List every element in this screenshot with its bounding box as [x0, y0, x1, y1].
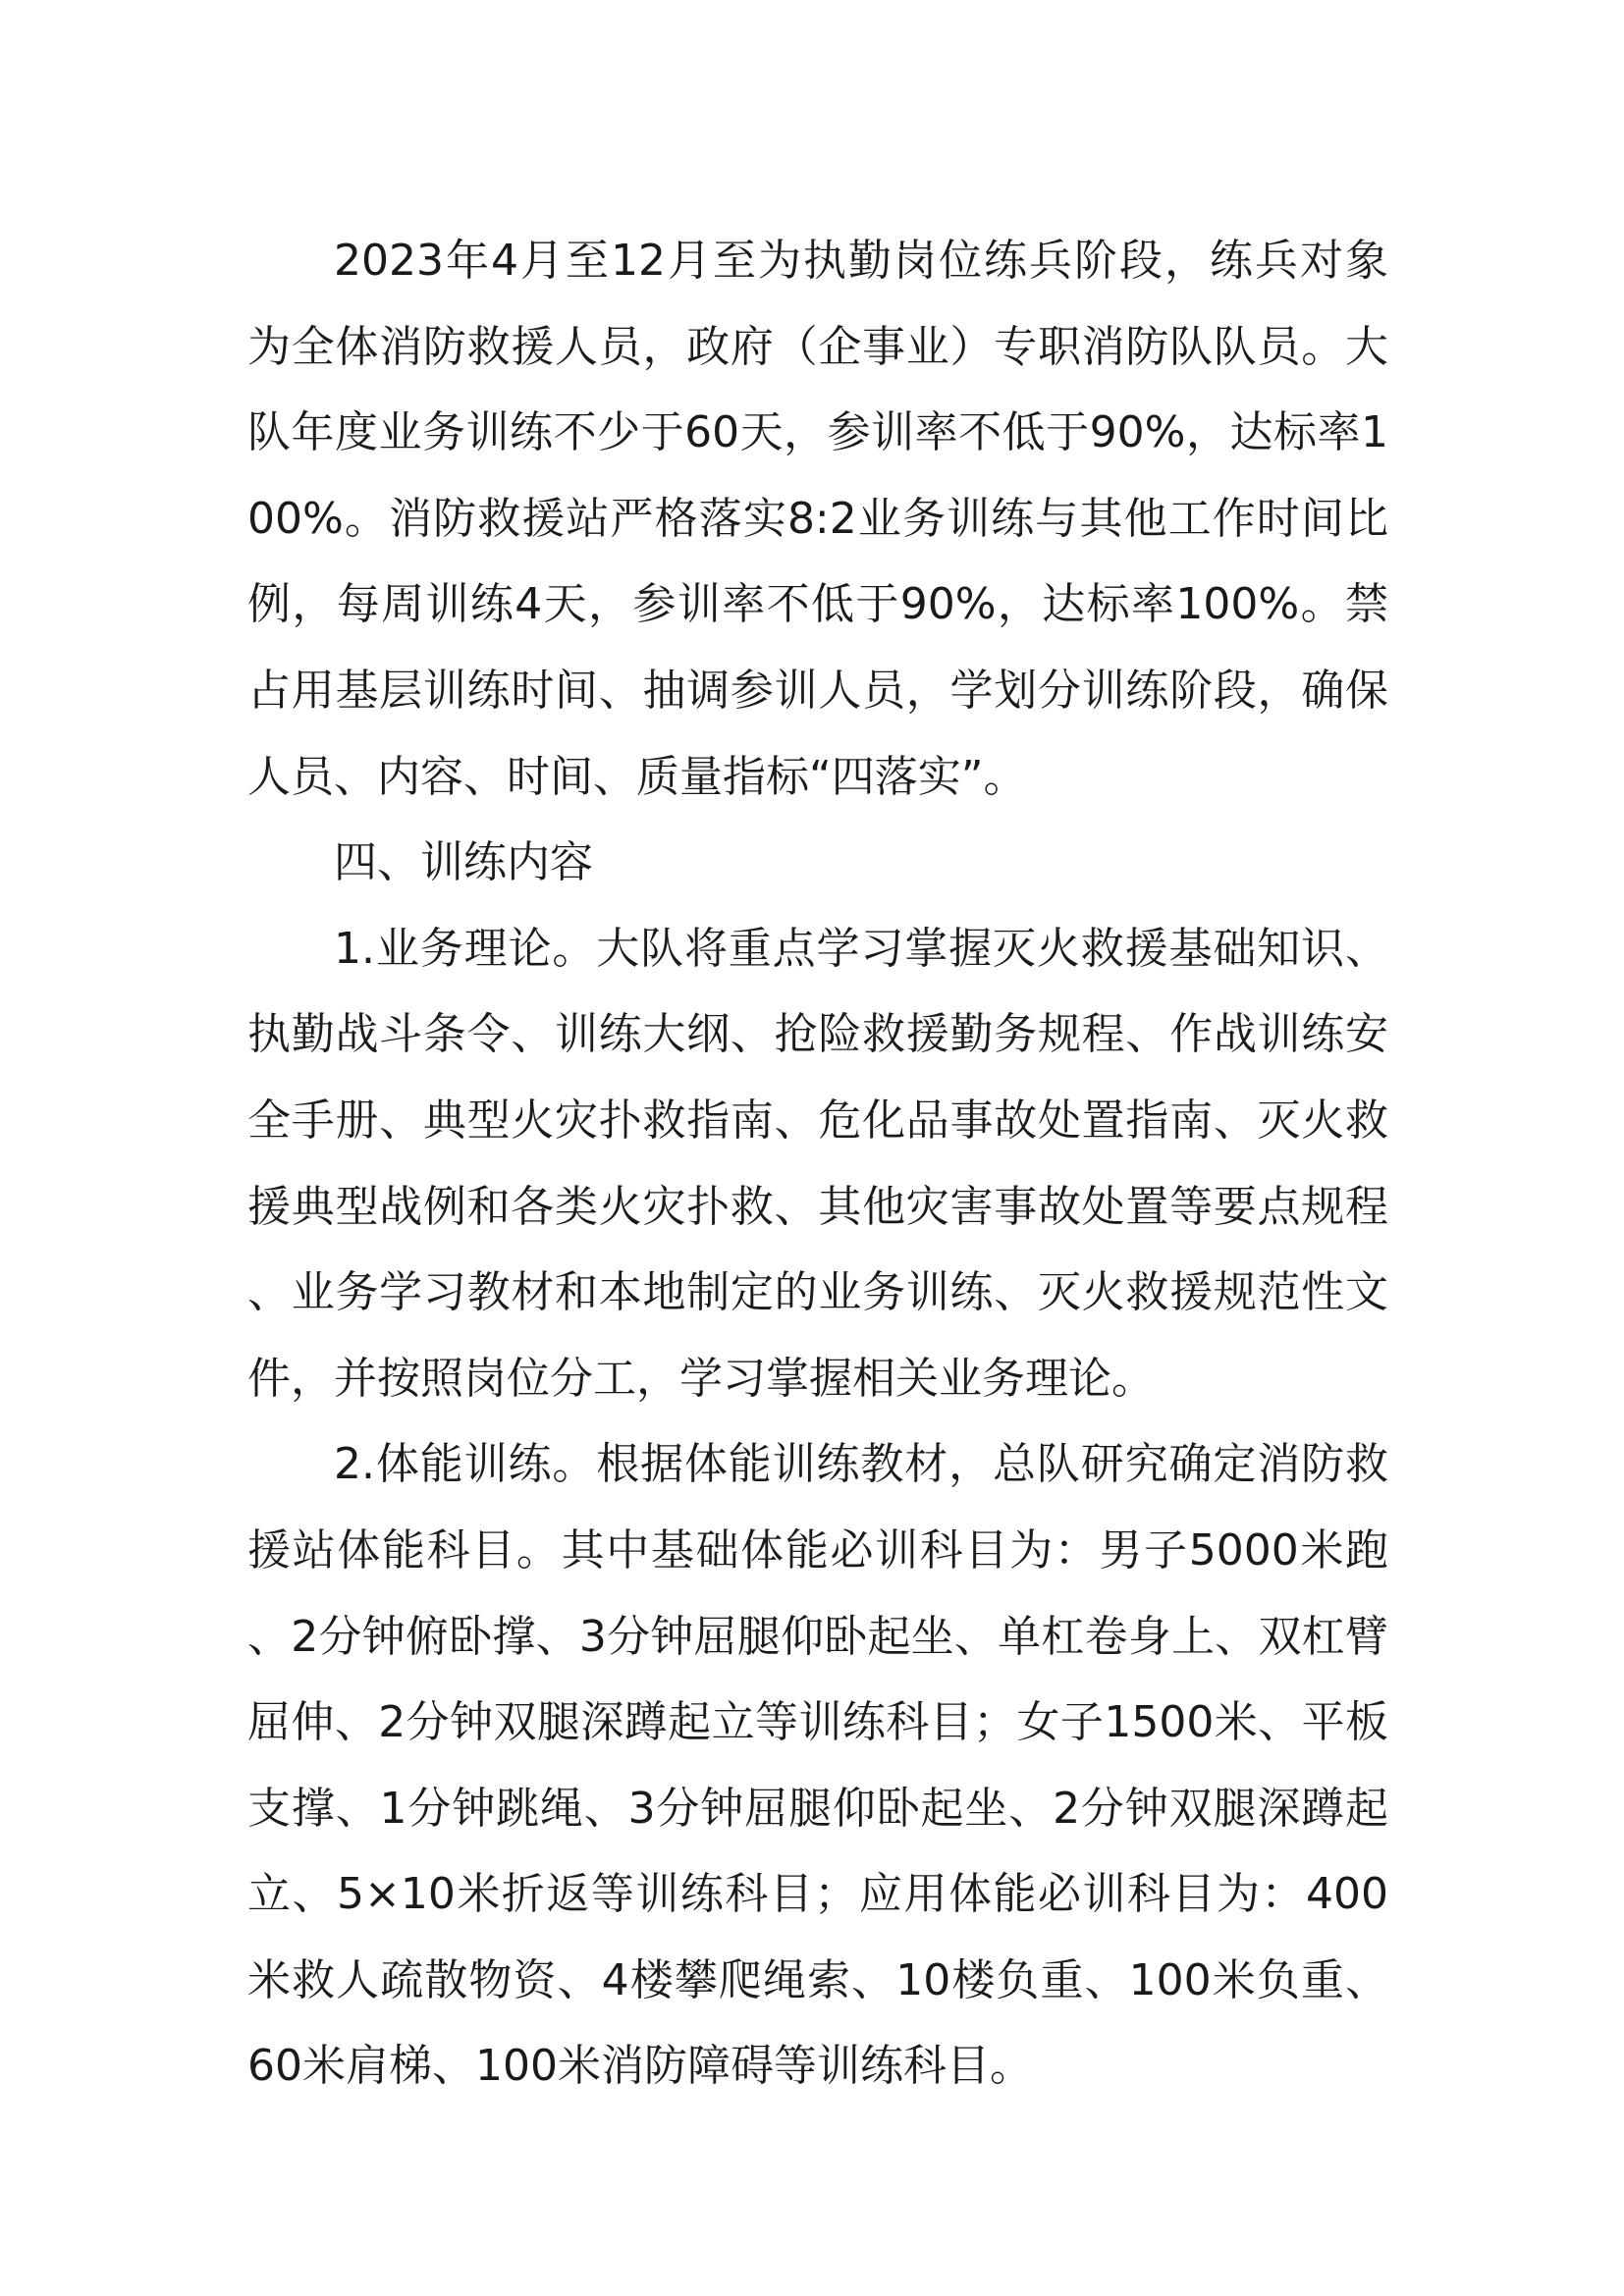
paragraph-business-theory: 1.业务理论。大队将重点学习掌握灭火救援基础知识、执勤战斗条令、训练大纲、抢险救援勤务规程、作战训练安全手册、典型火灾扑救指南、危化品事故处置指南、灭火救援典型战例和各类火灾扑救、其他灾害事故处置等要点规程、业务学习教材和本地制定的业务训练、灭火救援规范性文件，并按照岗位分工，学习掌握相关业务理论。 [247, 923, 1388, 1404]
paragraph-physical-training: 2.体能训练。根据体能训练教材，总队研究确定消防救援站体能科目。其中基础体能必训科目为：男子5000米跑、2分钟俯卧撑、3分钟屈腿仰卧起坐、单杠卷身上、双杠臂屈伸、2分钟双腿深蹲起立等训练科目；女子1500米、平板支撑、1分钟跳绳、3分钟屈腿仰卧起坐、2分钟双腿深蹲起立、5×10米折返等训练科目；应用体能必训科目为：400米救人疏散物资、4楼攀爬绳索、10楼负重、100米负重、60米肩梯、100米消防障碍等训练科目。 [247, 1439, 1388, 2092]
section-heading-training-content: 四、训练内容 [334, 837, 593, 888]
paragraph-training-stage: 2023年4月至12月至为执勤岗位练兵阶段，练兵对象为全体消防救援人员，政府（企事业）专职消防队队员。大队年度业务训练不少于60天，参训率不低于90%，达标率100%。消防救援站严格落实8:2业务训练与其他工作时间比例，每周训练4天，参训率不低于90%，达标率100%。禁占用基层训练时间、抽调参训人员，学划分训练阶段，确保人员、内容、时间、质量指标“四落实”。 [247, 236, 1388, 802]
document-body [247, 218, 1388, 2109]
